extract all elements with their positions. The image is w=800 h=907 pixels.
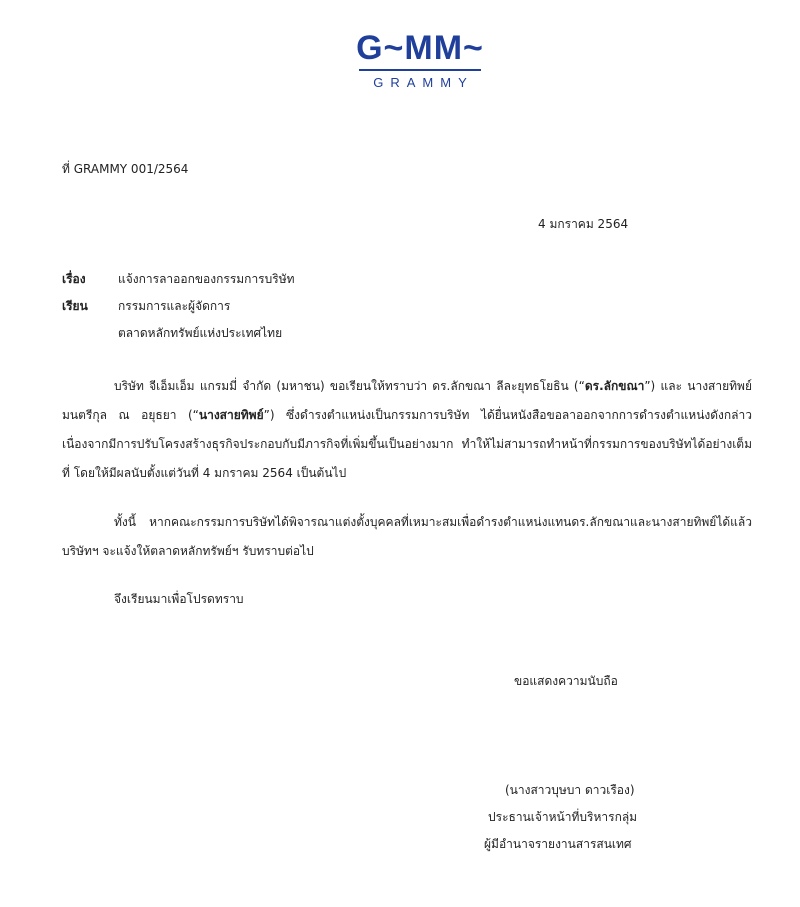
body-paragraph-1 — [62, 372, 752, 488]
logo-mark: G~MM~ — [356, 29, 484, 67]
signatory-title-1: ประธานเจ้าหน้าที่บริหารกลุ่ม — [488, 810, 638, 824]
logo-divider — [359, 69, 481, 71]
body-paragraph-2 — [62, 508, 752, 566]
addressee-label: เรียน — [62, 299, 88, 313]
body-paragraph-3: จึงเรียนมาเพื่อโปรดทราบ — [114, 592, 244, 606]
p1-text-2: ”) และ นางสายทิพย์ มนตรีกุล ณ อยุธยา (“ — [62, 379, 752, 422]
p2-text: ทั้งนี้ หากคณะกรรมการบริษัทได้พิจารณาแต่งตั้งบุคคลที่เหมาะสมเพื่อดำรงตำแหน่งแทนดร.ลักขณาและนางสายทิพย์ได้แล้ว บริษัทฯ จะแจ้งให้ตลาดหลักทรัพย์ฯ รับทราบต่อไป — [62, 515, 752, 558]
logo-wordmark: GRAMMY — [373, 75, 474, 90]
reference-number: ที่ GRAMMY 001/2564 — [62, 162, 189, 176]
grammy-logo — [355, 30, 485, 100]
addressee-line-1: กรรมการและผู้จัดการ — [118, 299, 231, 313]
p1-text-3: ”) ซึ่งดำรงตำแหน่งเป็นกรรมการบริษัท ได้ยื่นหนังสือขอลาออกจากการดำรงตำแหน่งดังกล่าว เนื่องจากมีการปรับโครงสร้างธุรกิจประกอบกับมีภารกิจที่เพิ่มขึ้นเป็นอย่างมาก ทำให้ไม่สามารถทำหน้าที่กรรมการของบริษัทได้อย่างเต็มที่ โดยให้มีผลนับตั้งแต่วันที่ 4 มกราคม 2564 เป็นต้นไป — [62, 408, 752, 480]
closing: ขอแสดงความนับถือ — [514, 674, 618, 688]
signatory-name: (นางสาวบุษบา ดาวเรือง) — [505, 783, 635, 797]
p1-bold-2: นางสายทิพย์ — [198, 408, 264, 422]
p1-text-1: บริษัท จีเอ็มเอ็ม แกรมมี่ จำกัด (มหาชน) ขอเรียนให้ทราบว่า ดร.ลักขณา ลีละยุทธโยธิน (“ — [114, 379, 585, 393]
letter-date: 4 มกราคม 2564 — [538, 217, 629, 231]
addressee-line-2: ตลาดหลักทรัพย์แห่งประเทศไทย — [118, 326, 283, 340]
p1-bold-1: ดร.ลักขณา — [584, 379, 645, 393]
subject-text: แจ้งการลาออกของกรรมการบริษัท — [118, 272, 295, 286]
signatory-title-2: ผู้มีอำนาจรายงานสารสนเทศ — [484, 837, 632, 851]
subject-label: เรื่อง — [62, 272, 86, 286]
